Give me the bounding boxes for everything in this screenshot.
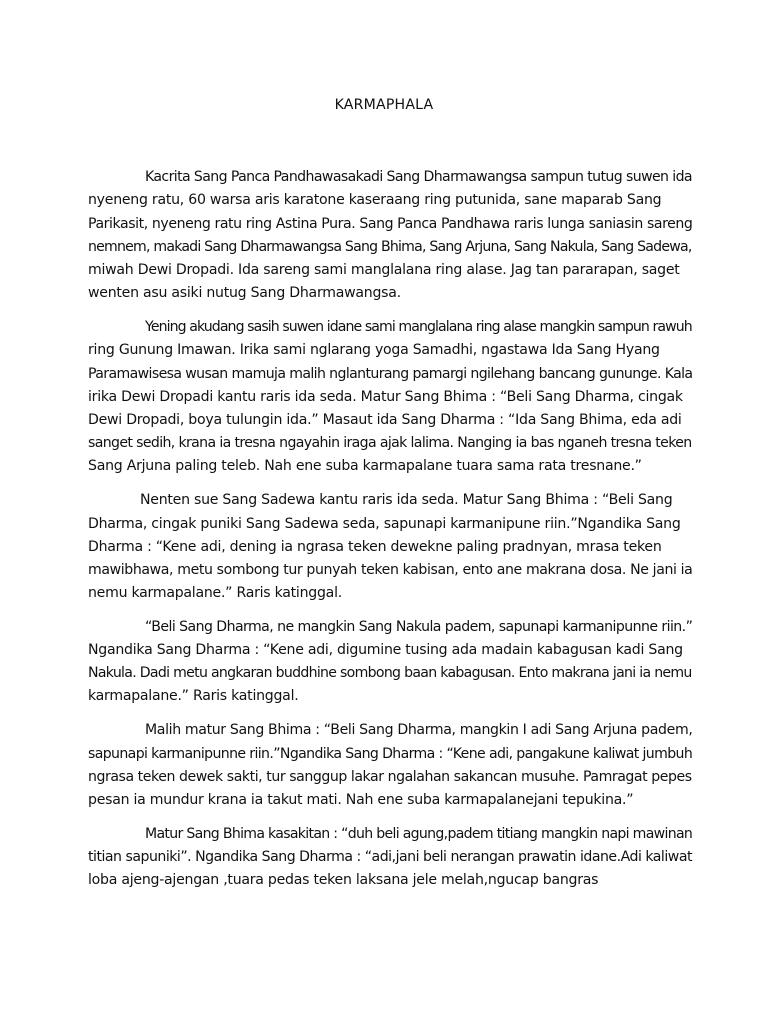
paragraph-5-line-2: sapunapi karmanipunne riin.”Ngandika Sang Dharma : “Kene adi, pangakune kaliwat jumbuh xyxy=(88,746,693,762)
paragraph-4-line-1: “Beli Sang Dharma, ne mangkin Sang Nakula padem, sapunapi karmanipunne riin.” xyxy=(145,619,693,635)
document-title: KARMAPHALA xyxy=(334,97,434,113)
paragraph-2-line-5: Dewi Dropadi, boya tulungin ida.” Masaut ida Sang Dharma : “Ida Sang Bhima, eda adi xyxy=(88,412,682,428)
paragraph-1-line-1: Kacrita Sang Panca Pandhawasakadi Sang Dharmawangsa sampun tutug suwen ida xyxy=(145,169,692,185)
paragraph-2-line-2: ring Gunung Imawan. Irika sami nglarang yoga Samadhi, ngastawa Ida Sang Hyang xyxy=(88,342,660,358)
paragraph-1-line-3: Parikasit, nyeneng ratu ring Astina Pura. Sang Panca Pandhawa raris lunga saniasin sareng xyxy=(88,216,693,232)
paragraph-2-line-6: sanget sedih, krana ia tresna ngayahin iraga ajak lalima. Nanging ia bas nganeh tresna teken xyxy=(88,435,692,451)
paragraph-5-line-4: pesan ia mundur krana ia takut mati. Nah ene suba karmapalanejani tepukina.” xyxy=(88,792,634,808)
paragraph-2-line-7: Sang Arjuna paling teleb. Nah ene suba karmapalane tuara sama rata tresnane.” xyxy=(88,458,642,474)
paragraph-3-line-3: Dharma : “Kene adi, dening ia ngrasa teken dewekne paling pradnyan, mrasa teken xyxy=(88,539,662,555)
paragraph-5-line-3: ngrasa teken dewek sakti, tur sanggup lakar ngalahan sakancan musuhe. Pamragat pepes xyxy=(88,769,692,785)
paragraph-3-line-1: Nenten sue Sang Sadewa kantu raris ida seda. Matur Sang Bhima : “Beli Sang xyxy=(140,492,673,508)
paragraph-1-line-6: wenten asu asiki nutug Sang Dharmawangsa. xyxy=(88,285,401,301)
paragraph-2-line-4: irika Dewi Dropadi kantu raris ida seda. Matur Sang Bhima : “Beli Sang Dharma, cingak xyxy=(88,389,683,405)
paragraph-1-line-2: nyeneng ratu, 60 warsa aris karatone kaseraang ring putunida, sane maparab Sang xyxy=(88,192,662,208)
paragraph-3-line-5: nemu karmapalane.” Raris katinggal. xyxy=(88,585,342,601)
paragraph-1-line-5: miwah Dewi Dropadi. Ida sareng sami manglalana ring alase. Jag tan pararapan, saget xyxy=(88,262,680,278)
paragraph-2-line-3: Paramawisesa wusan mamuja malih nglanturang pamargi ngilehang bancang gununge. Kala xyxy=(88,366,693,382)
paragraph-4-line-3: Nakula. Dadi metu angkaran buddhine sombong baan kabagusan. Ento makrana jani ia nemu xyxy=(88,665,692,681)
paragraph-3-line-4: mawibhawa, metu sombong tur punyah teken kabisan, ento ane makrana dosa. Ne jani ia xyxy=(88,562,693,578)
paragraph-5-line-1: Malih matur Sang Bhima : “Beli Sang Dharma, mangkin I adi Sang Arjuna padem, xyxy=(145,722,693,738)
paragraph-6-line-3: loba ajeng-ajengan ,tuara pedas teken laksana jele melah,ngucap bangras xyxy=(88,872,599,888)
paragraph-6-line-1: Matur Sang Bhima kasakitan : “duh beli agung,padem titiang mangkin napi mawinan xyxy=(145,826,693,842)
paragraph-4-line-2: Ngandika Sang Dharma : “Kene adi, digumine tusing ada madain kabagusan kadi Sang xyxy=(88,642,683,658)
paragraph-3-line-2: Dharma, cingak puniki Sang Sadewa seda, sapunapi karmanipune riin.”Ngandika Sang xyxy=(88,516,681,532)
paragraph-1-line-4: nemnem, makadi Sang Dharmawangsa Sang Bhima, Sang Arjuna, Sang Nakula, Sang Sadewa, xyxy=(88,239,692,255)
paragraph-2-line-1: Yening akudang sasih suwen idane sami manglalana ring alase mangkin sampun rawuh xyxy=(145,319,692,335)
paragraph-4-line-4: karmapalane.” Raris katinggal. xyxy=(88,688,299,704)
paragraph-6-line-2: titian sapuniki”. Ngandika Sang Dharma : “adi,jani beli nerangan prawatin idane.Adi kaliwat xyxy=(88,849,692,865)
